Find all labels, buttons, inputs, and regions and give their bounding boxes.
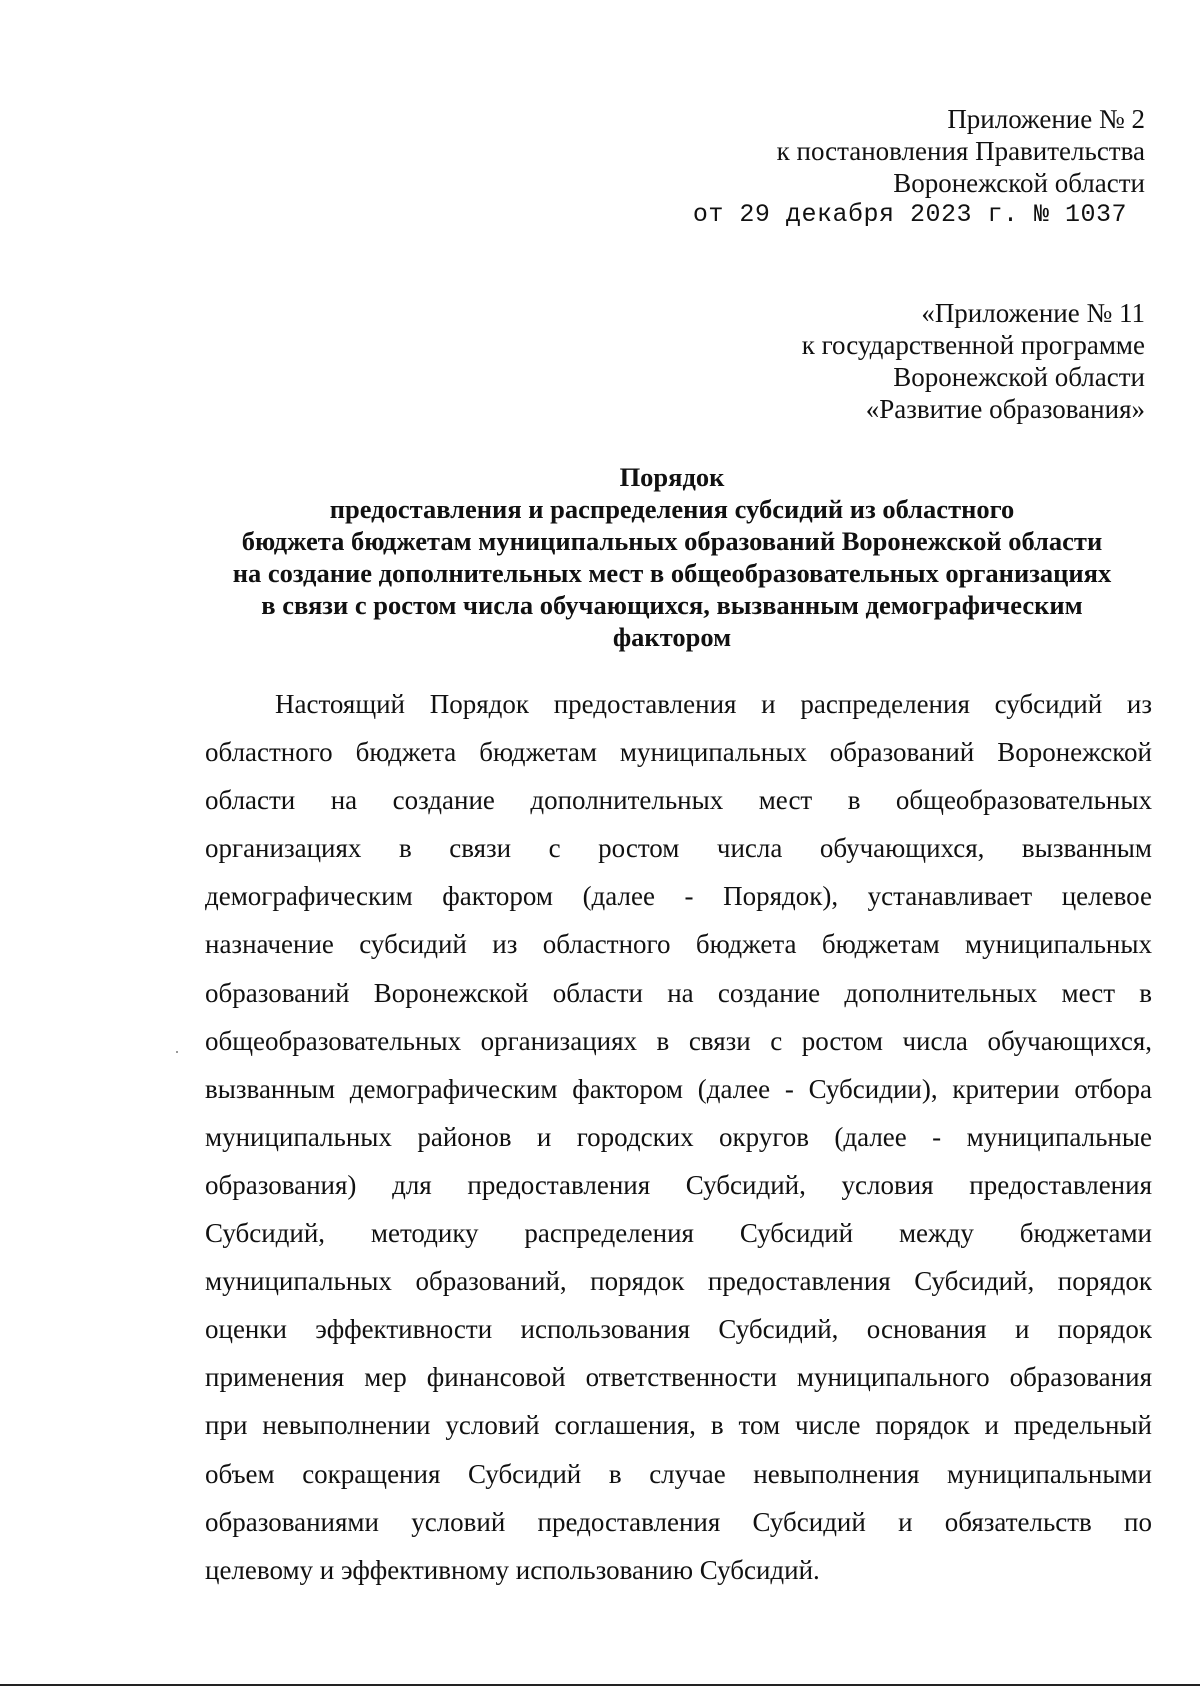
paragraph-line: образований Воронежской области на создание дополнительных мест в (205, 977, 1152, 1008)
paragraph-line: демографическим фактором (далее - Порядок), устанавливает целевое (205, 881, 1152, 912)
title-line: бюджета бюджетам муниципальных образований Воронежской области (241, 526, 1103, 556)
annex-date-number: от 29 декабря 2023 г. № 1037 (692, 200, 1127, 229)
title-line: в связи с ростом числа обучающихся, вызванным демографическим (261, 590, 1083, 620)
paragraph-line: оценки эффективности использования Субсидий, основания и порядок (205, 1314, 1152, 1345)
page-bottom-edge (0, 1684, 1200, 1686)
paragraph-line: общеобразовательных организациях в связи с ростом числа обучающихся, (205, 1025, 1152, 1056)
paragraph-line: областного бюджета бюджетам муниципальных образований Воронежской (205, 737, 1152, 768)
program-name: «Развитие образования» (865, 394, 1145, 424)
paragraph-line: назначение субсидий из областного бюджета бюджетам муниципальных (205, 929, 1152, 960)
paragraph-line: объем сокращения Субсидий в случае невыполнения муниципальными (205, 1458, 1152, 1489)
paragraph-line: муниципальных районов и городских округов (далее - муниципальные (205, 1121, 1152, 1152)
paragraph-line: Настоящий Порядок предоставления и распределения субсидий из (275, 689, 1152, 719)
title-line: на создание дополнительных мест в общеобразовательных организациях (232, 558, 1112, 588)
program-annex-header (802, 297, 1145, 425)
scan-speck (176, 1051, 178, 1053)
paragraph-line: области на создание дополнительных мест в общеобразовательных (205, 785, 1152, 816)
annex-decree-ref: к постановления Правительства (776, 136, 1145, 166)
body-paragraph (205, 680, 1152, 1594)
program-annex-number: «Приложение № 11 (921, 298, 1145, 328)
program-region: Воронежской области (893, 362, 1145, 392)
title-line: предоставления и распределения субсидий из областного (329, 494, 1015, 524)
paragraph-line: применения мер финансовой ответственности муниципального образования (205, 1362, 1152, 1393)
title-line: фактором (612, 622, 732, 652)
title-line: Порядок (619, 462, 725, 492)
annex-number: Приложение № 2 (947, 104, 1145, 134)
program-ref: к государственной программе (801, 330, 1145, 360)
annex-header (693, 103, 1145, 231)
paragraph-line: Субсидий, методику распределения Субсидий между бюджетами (205, 1218, 1152, 1249)
paragraph-line: при невыполнении условий соглашения, в том числе порядок и предельный (205, 1410, 1152, 1441)
paragraph-line: вызванным демографическим фактором (далее - Субсидии), критерии отбора (205, 1073, 1152, 1104)
paragraph-line: образования) для предоставления Субсидий, условия предоставления (205, 1169, 1152, 1200)
document-title (130, 461, 1200, 653)
paragraph-line: организациях в связи с ростом числа обучающихся, вызванным (205, 833, 1152, 864)
paragraph-line: целевому и эффективному использованию Субсидий. (205, 1554, 820, 1585)
paragraph-line: муниципальных образований, порядок предоставления Субсидий, порядок (205, 1266, 1152, 1297)
annex-region: Воронежской области (893, 168, 1145, 198)
paragraph-line: образованиями условий предоставления Субсидий и обязательств по (205, 1506, 1152, 1537)
